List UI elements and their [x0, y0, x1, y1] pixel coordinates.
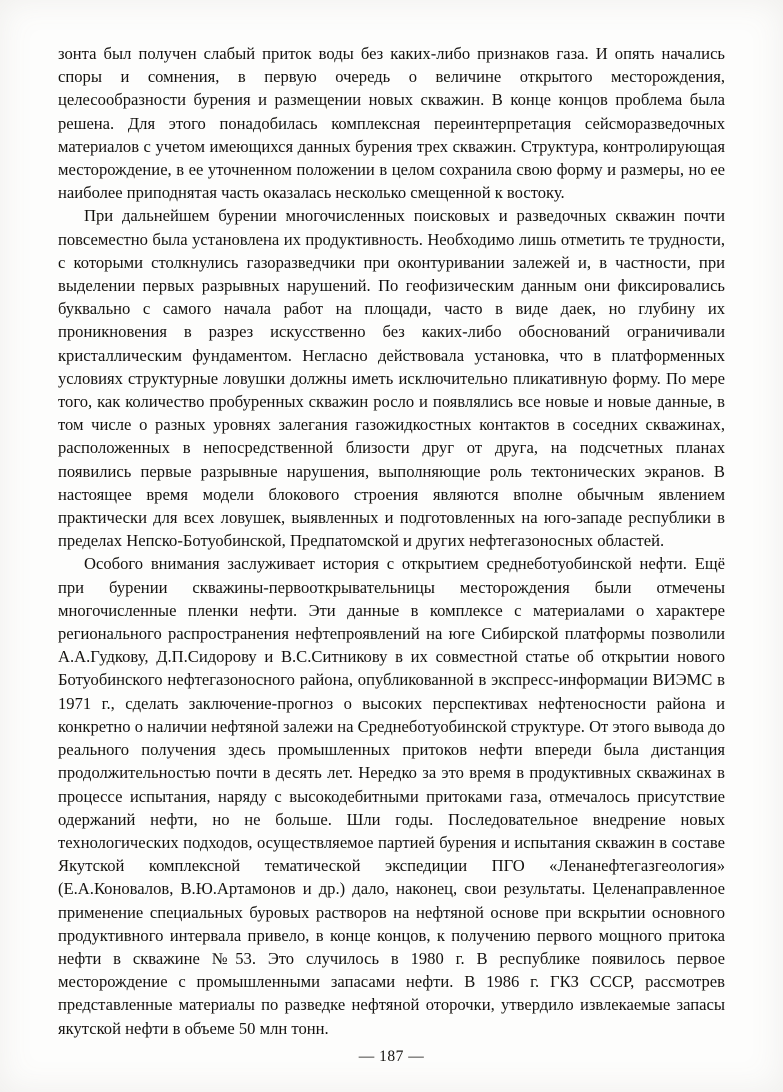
paragraph: При дальнейшем бурении многочисленных поисковых и разведочных скважин почти повсеместно была установлена их продуктивность. Необходимо лишь отметить те трудности, с которыми столкнулись газоразведчики при оконтуривании залежей и, в частности, при выделении первых разрывных нарушений. По геофизическим данным они фиксировались буквально с самого начала работ на площади, часто в виде даек, но глубину их проникновения в разрез искусственно без каких-либо обоснований ограничивали кристаллическим фундаментом. Негласно действовала установка, что в платформенных условиях структурные ловушки должны иметь исключительно пликативную форму. По мере того, как количество пробуренных скважин росло и появлялись все новые и новые данные, в том числе о разных уровнях залегания газожидкостных контактов в соседних скважинах, расположенных в непосредственной близости друг от друга, на подсчетных планах появились первые разрывные нарушения, выполняющие роль тектонических экранов. В настоящее время модели блокового строения являются вполне обычным явлением практически для всех ловушек, выявленных и подготовленных на юго-западе республики в пределах Непско-Ботуобинской, Предпатомской и других нефтегазоносных областей.	[58, 206, 725, 551]
paragraph: зонта был получен слабый приток воды без каких-либо признаков газа. И опять начались споры и сомнения, в первую очередь о величине открытого месторождения, целесообразности бурения и размещении новых скважин. В конце концов проблема была решена. Для этого понадобилась комплексная переинтерпретация сейсморазведочных материалов с учетом имеющихся данных бурения трех скважин. Структура, контролирующая месторождение, в ее уточненном положении в целом сохранила свою форму и размеры, но ее наиболее приподнятая часть оказалась несколько смещенной к востоку.	[58, 44, 725, 203]
page-number: — 187 —	[358, 1048, 425, 1065]
page-text-body	[58, 42, 725, 1040]
paragraph: Особого внимания заслуживает история с открытием среднеботуобинской нефти. Ещё при бурении скважины-первооткрывательницы месторождения были отмечены многочисленные пленки нефти. Эти данные в комплексе с материалами о характере регионального распространения нефтепроявлений на юге Сибирской платформы позволили А.А.Гудкову, Д.П.Сидорову и В.С.Ситникову в их совместной статье об открытии нового Ботуобинского нефтегазоносного района, опубликованной в экспресс-информации ВИЭМС в 1971 г., сделать заключение-прогноз о высоких перспективах нефтеносности района и конкретно о наличии нефтяной залежи на Среднеботуобинской структуре. От этого вывода до реального получения здесь промышленных притоков нефти впереди была дистанция продолжительностью почти в десять лет. Нередко за это время в продуктивных скважинах в процессе испытания, наряду с высокодебитными притоками газа, отмечалось присутствие одержаний нефти, но не больше. Шли годы. Последовательное внедрение новых технологических подходов, осуществляемое партией бурения и испытания скважин в составе Якутской комплексной тематической экспедиции ПГО «Ленанефтегазгеология» (Е.А.Коновалов, В.Ю.Артамонов и др.) дало, наконец, свои результаты. Целенаправленное применение специальных буровых растворов на нефтяной основе при вскрытии основного продуктивного интервала привело, в конце концов, к получению первого мощного притока нефти в скважине №53. Это случилось в 1980 г. В республике появилось первое месторождение с промышленными запасами нефти. В 1986 г. ГКЗ СССР, рассмотрев представленные материалы по разведке нефтяной оторочки, утвердило извлекаемые запасы якутской нефти в объеме 50 млн тонн.	[58, 554, 725, 1038]
